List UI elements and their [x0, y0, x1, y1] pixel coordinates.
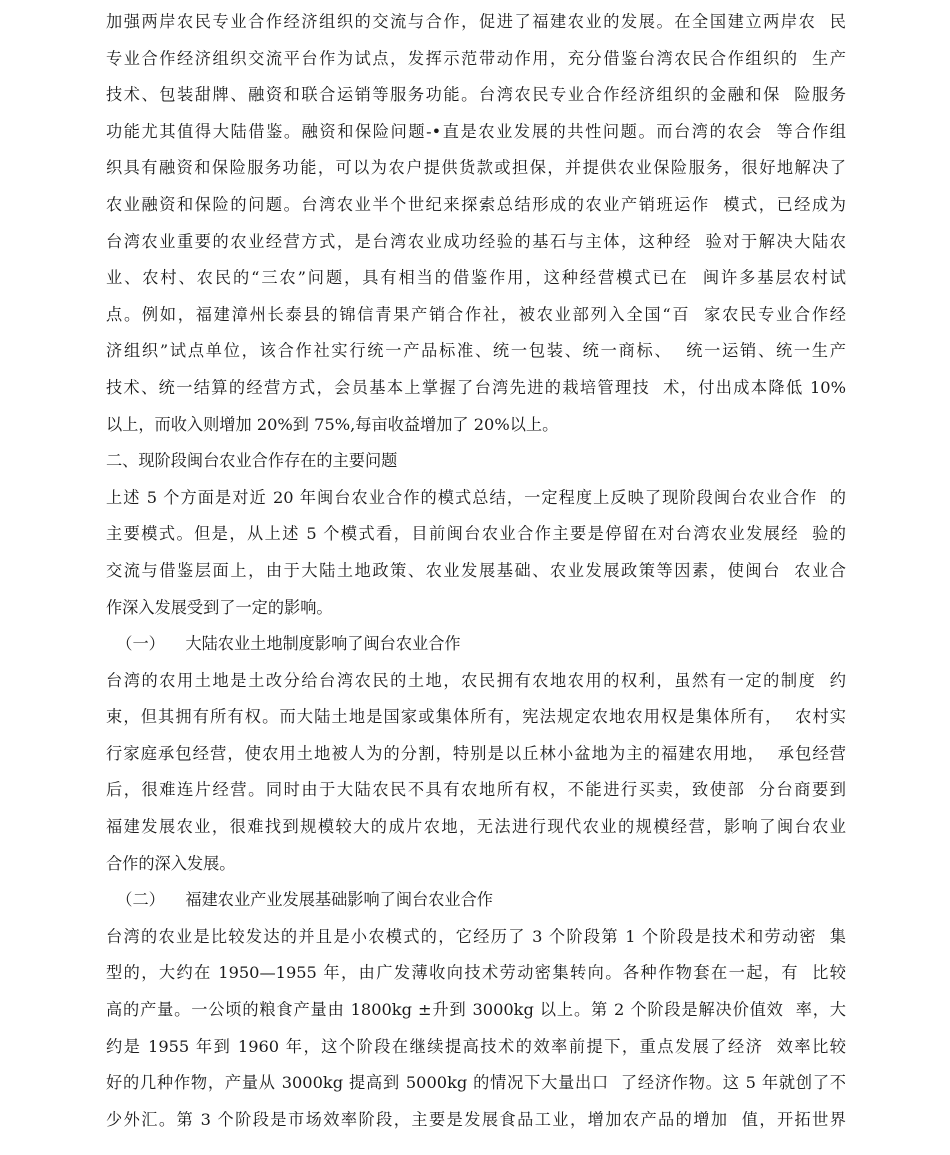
- text-line: （一） 大陆农业土地制度影响了闽台农业合作: [106, 634, 461, 654]
- document-page: [106, 4, 846, 1138]
- text-line: 加强两岸农民专业合作经济组织的交流与合作，促进了福建农业的发展。在全国建立两岸农 民: [106, 12, 846, 31]
- text-line: 台湾的农业是比较发达的并且是小农模式的，它经历了 3 个阶段第 1 个阶段是技术和劳动密 集: [106, 926, 846, 946]
- text-line: 农业融资和保险的问题。台湾农业半个世纪来探索总结形成的农业产销班运作 模式，已经成为: [106, 194, 846, 214]
- text-line: 作深入发展受到了一定的影响。: [106, 597, 333, 617]
- text-line: 型的，大约在 1950—1955 年，由广发薄收向技术劳动密集转向。各种作物套在一起，有 比较: [106, 963, 846, 983]
- text-line: 福建发展农业，很难找到规模较大的成片农地，无法进行现代农业的规模经营，影响了闽台农业: [106, 817, 846, 837]
- text-line: 合作的深入发展。: [106, 853, 236, 873]
- text-line: 后，很难连片经营。同时由于大陆农民不具有农地所有权，不能进行买卖，致使部 分台商要到: [106, 780, 846, 800]
- text-line: 台湾农业重要的农业经营方式，是台湾农业成功经验的基石与主体，这种经 验对于解决大陆农: [106, 231, 846, 251]
- text-line: 织具有融资和保险服务功能，可以为农户提供货款或担保，并提供农业保险服务，很好地解决了: [106, 158, 846, 178]
- text-line: 约是 1955 年到 1960 年，这个阶段在继续提高技术的效率前提下，重点发展了经济 效率比较: [106, 1036, 846, 1056]
- text-line: 上述 5 个方面是对近 20 年闽台农业合作的模式总结，一定程度上反映了现阶段闽台农业合作 的: [106, 487, 846, 507]
- text-line: 束，但其拥有所有权。而大陆土地是国家或集体所有，宪法规定农地农用权是集体所有， 农村实: [106, 707, 846, 727]
- text-line: （二） 福建农业产业发展基础影响了闽台农业合作: [106, 890, 493, 910]
- text-line: 技术、统一结算的经营方式，会员基本上掌握了台湾先进的栽培管理技 术，付出成本降低 10%: [106, 377, 846, 397]
- text-line: 以上，而收入则增加 20%到 75%,每亩收益增加了 20%以上。: [106, 414, 559, 434]
- text-line: 主要模式。但是，从上述 5 个模式看，目前闽台农业合作主要是停留在对台湾农业发展经 验的: [106, 524, 846, 544]
- text-line: 交流与借鉴层面上，由于大陆土地政策、农业发展基础、农业发展政策等因素，使闽台 农业合: [106, 560, 846, 580]
- text-line: 台湾的农用土地是土改分给台湾农民的土地，农民拥有农地农用的权利，虽然有一定的制度 约: [106, 670, 846, 690]
- text-line: 好的几种作物，产量从 3000kg 提高到 5000kg 的情况下大量出口 了经济作物。这 5 年就创了不: [106, 1073, 846, 1093]
- text-line: 济组织”试点单位，该合作社实行统一产品标准、统一包装、统一商标、 统一运销、统一生产: [106, 341, 846, 361]
- text-line: 行家庭承包经营，使农用土地被人为的分割，特别是以丘林小盆地为主的福建农用地， 承包经营: [106, 743, 846, 763]
- text-line: 功能尤其值得大陆借鉴。融资和保险问题-•直是农业发展的共性问题。而台湾的农会 等合作组: [106, 121, 846, 141]
- text-line: 专业合作经济组织交流平台作为试点，发挥示范带动作用，充分借鉴台湾农民合作组织的 生产: [106, 48, 846, 68]
- text-line: 业、农村、农民的“三农”问题，具有相当的借鉴作用，这种经营模式已在 闽许多基层农村试: [106, 268, 846, 288]
- text-line: 高的产量。一公顷的粮食产量由 1800kg ±升到 3000kg 以上。第 2 个阶段是解决价值效 率，大: [106, 1000, 846, 1020]
- text-line: 二、现阶段闽台农业合作存在的主要问题: [106, 451, 398, 471]
- text-line: 技术、包装甜牌、融资和联合运销等服务功能。台湾农民专业合作经济组织的金融和保 险服务: [106, 85, 846, 105]
- text-line: 点。例如，福建漳州长泰县的锦信青果产销合作社，被农业部列入全国“百 家农民专业合作经: [106, 304, 846, 324]
- text-line: 少外汇。第 3 个阶段是市场效率阶段，主要是发展食品工业，增加农产品的增加 值，开拓世界: [106, 1109, 846, 1129]
